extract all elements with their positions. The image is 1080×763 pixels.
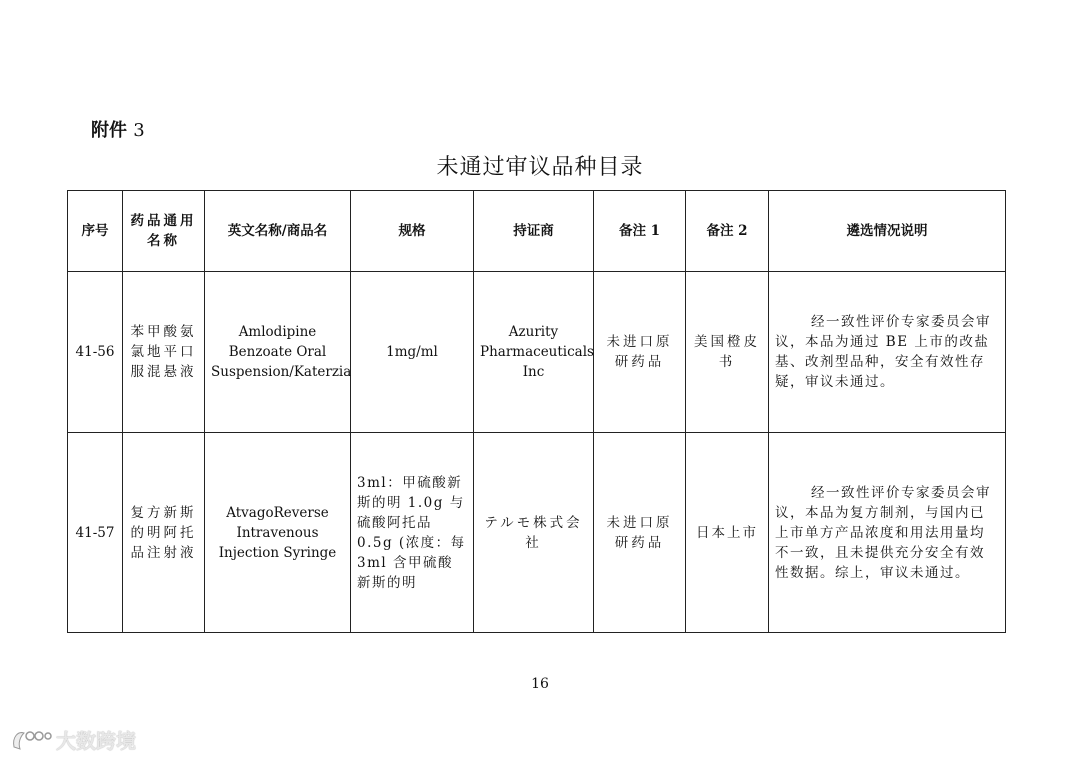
watermark [10,725,136,754]
cell-holder: テルモ株式会社 [474,433,594,633]
cell-explanation [769,433,1006,633]
cell-spec: 3ml：甲硫酸新斯的明 1.0g 与硫酸阿托品 0.5g (浓度：每 3ml 含甲硫酸新斯的明 [351,433,474,633]
cell-spec: 1mg/ml [351,272,474,433]
header-remark1: 备注 1 [594,191,686,272]
header-remark2: 备注 2 [686,191,769,272]
cell-generic-name: 苯甲酸氨氯地平口服混悬液 [123,272,205,433]
cell-seq: 41-57 [68,433,123,633]
document-title: 未通过审议品种目录 [436,155,644,180]
header-seq: 序号 [68,191,123,272]
watermark-logo-icon [10,727,52,753]
header-explanation: 遴选情况说明 [769,191,1006,272]
cell-seq: 41-56 [68,272,123,433]
drug-list-table [67,190,1006,633]
cell-remark2: 日本上市 [686,433,769,633]
cell-explanation [769,272,1006,433]
explanation-text: 经一致性评价专家委员会审议，本品为复方制剂，与国内已上市单方产品浓度和用法用量均不一致，且未提供充分安全有效性数据。综上，审议未通过。 [775,484,991,581]
header-spec: 规格 [351,191,474,272]
attachment-label [91,116,145,142]
header-holder: 持证商 [474,191,594,272]
cell-remark2: 美国橙皮书 [686,272,769,433]
watermark-text: 大数跨境 [56,729,136,753]
table-row [68,433,1006,633]
cell-remark1: 未进口原研药品 [594,433,686,633]
cell-english-name: AtvagoReverse Intravenous Injection Syringe [205,433,351,633]
table-header-row [68,191,1006,272]
explanation-text: 经一致性评价专家委员会审议，本品为通过 BE 上市的改盐基、改剂型品种，安全有效性存疑，审议未通过。 [775,314,991,390]
page-number: 16 [531,676,549,692]
cell-english-name: Amlodipine Benzoate Oral Suspension/Katerzia [205,272,351,433]
cell-generic-name: 复方新斯的明阿托品注射液 [123,433,205,633]
table-row [68,272,1006,433]
cell-holder: Azurity Pharmaceuticals Inc [474,272,594,433]
header-english-name: 英文名称/商品名 [205,191,351,272]
attachment-text: 附件 [91,120,127,141]
attachment-number: 3 [133,120,145,141]
cell-remark1: 未进口原研药品 [594,272,686,433]
header-generic-name: 药品通用名称 [123,191,205,272]
